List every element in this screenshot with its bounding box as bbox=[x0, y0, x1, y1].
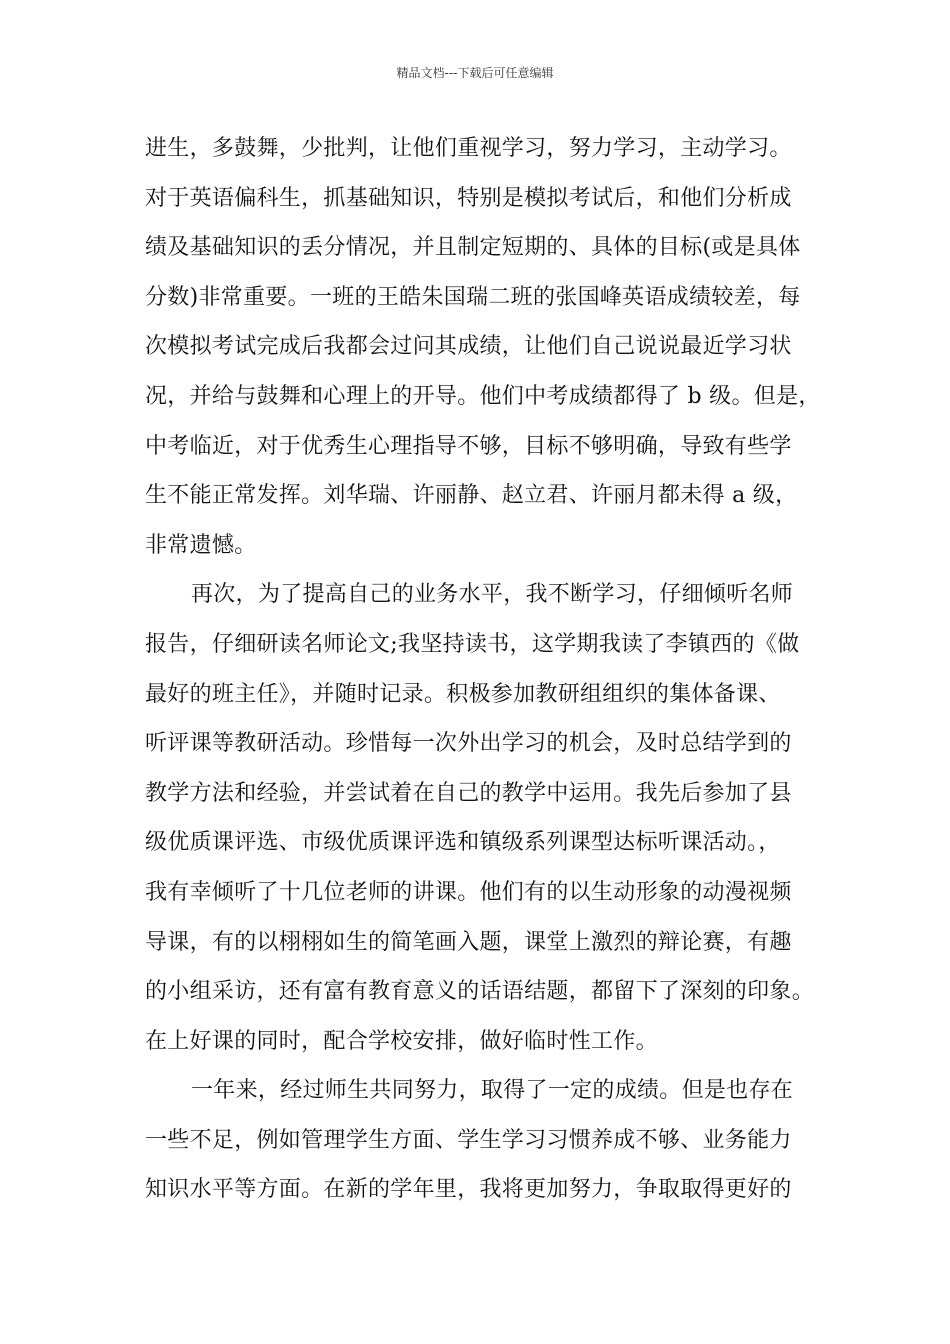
text-line: 次模拟考试完成后我都会过问其成绩，让他们自己说说最近学习状 bbox=[145, 334, 792, 360]
text-line: 生不能正常发挥。刘华瑞、许丽静、赵立君、许丽月都未得 a 级， bbox=[145, 483, 798, 509]
paragraph bbox=[145, 570, 815, 1066]
text-line: 报告，仔细研读名师论文;我坚持读书，这学期我读了李镇西的《做 bbox=[145, 631, 800, 657]
document-body bbox=[145, 124, 821, 1215]
text-line: 在上好课的同时，配合学校安排，做好临时性工作。 bbox=[145, 1028, 658, 1054]
text-line: 教学方法和经验，并尝试着在自己的教学中运用。我先后参加了县 bbox=[145, 780, 792, 806]
text-line: 况，并给与鼓舞和心理上的开导。他们中考成绩都得了 b 级。但是， bbox=[145, 383, 821, 409]
text-line: 导课，有的以栩栩如生的简笔画入题，课堂上激烈的辩论赛，有趣 bbox=[145, 929, 792, 955]
text-line: 对于英语偏科生，抓基础知识，特别是模拟考试后，和他们分析成 bbox=[145, 185, 792, 211]
text-line: 绩及基础知识的丢分情况，并且制定短期的、具体的目标(或是具体 bbox=[145, 235, 801, 261]
paragraph bbox=[145, 124, 821, 570]
text-line: 级优质课评选、市级优质课评选和镇级系列课型达标听课活动。， bbox=[145, 830, 781, 856]
text-line: 一些不足，例如管理学生方面、学生学习习惯养成不够、业务能力 bbox=[145, 1127, 792, 1153]
text-line: 听评课等教研活动。珍惜每一次外出学习的机会，及时总结学到的 bbox=[145, 731, 792, 757]
text-line: 中考临近，对于优秀生心理指导不够，目标不够明确，导致有些学 bbox=[145, 433, 792, 459]
text-line: 非常遗憾。 bbox=[145, 532, 257, 558]
paragraph bbox=[145, 1066, 815, 1215]
text-line: 再次，为了提高自己的业务水平，我不断学习，仔细倾听名师 bbox=[191, 582, 794, 608]
text-line: 的小组采访，还有富有教育意义的话语结题，都留下了深刻的印象。 bbox=[145, 979, 815, 1005]
text-line: 最好的班主任》，并随时记录。积极参加教研组组织的集体备课、 bbox=[145, 681, 781, 707]
text-line: 进生，多鼓舞，少批判，让他们重视学习，努力学习，主动学习。 bbox=[145, 136, 792, 161]
text-line: 分数)非常重要。一班的王皓朱国瑞二班的张国峰英语成绩较差，每 bbox=[145, 284, 801, 310]
text-line: 知识水平等方面。在新的学年里，我将更加努力，争取取得更好的 bbox=[145, 1177, 792, 1203]
text-line: 我有幸倾听了十几位老师的讲课。他们有的以生动形象的动漫视频 bbox=[145, 879, 792, 905]
text-line: 一年来，经过师生共同努力，取得了一定的成绩。但是也存在 bbox=[191, 1078, 794, 1104]
page-header: 精品文档---下载后可任意编辑 bbox=[396, 66, 554, 80]
